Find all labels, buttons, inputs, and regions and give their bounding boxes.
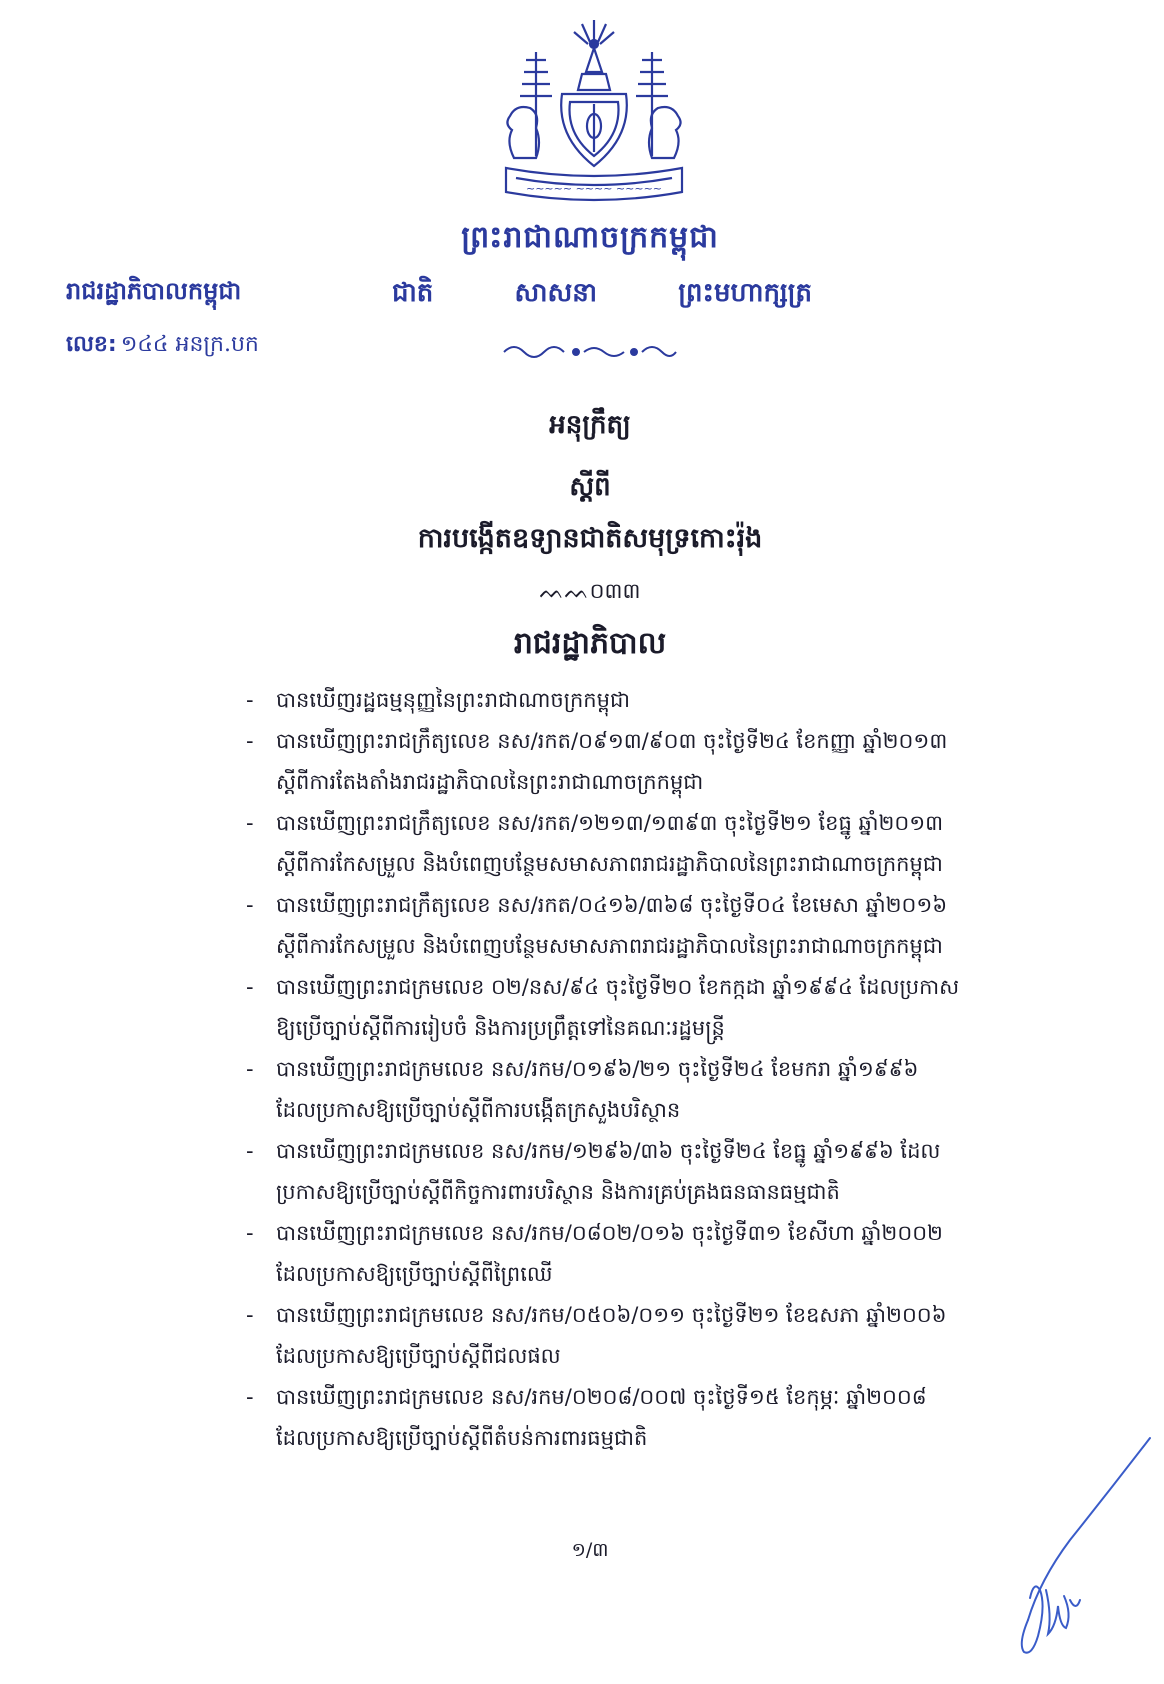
royal-emblem-icon [496, 16, 692, 212]
motto-king: ព្រះមហាក្សត្រ [678, 278, 812, 308]
document-type: អនុក្រឹត្យ [549, 410, 631, 440]
list-item: - បានឃើញព្រះរាជក្រឹត្យលេខ នស/រកត/១២១៣/១៣៩៣ ចុះថ្ងៃទី២១ ខែធ្នូ ឆ្នាំ២០១៣ ស្តីពីការកែសម្រួល និងបំពេញបន្ថែមសមាសភាពរាជរដ្ឋាភិបាលនៃព្រះរាជាណាចក្រកម្ពុជា [246, 811, 944, 876]
list-item: - បានឃើញព្រះរាជក្រឹត្យលេខ នស/រកត/០៩១៣/៩០៣ ចុះថ្ងៃទី២៤ ខែកញ្ញា ឆ្នាំ២០១៣ ស្តីពីការតែងតាំងរាជរដ្ឋាភិបាលនៃព្រះរាជាណាចក្រកម្ពុជា [246, 729, 948, 794]
signature-icon [1000, 1430, 1160, 1660]
ornament-divider-icon [500, 340, 680, 362]
svg-text:~~~~~ ~~~~ ~~~~~: ~~~~~ ~~~~ ~~~~~ [525, 182, 663, 195]
list-item: - បានឃើញរដ្ឋធម្មនុញ្ញនៃព្រះរាជាណាចក្រកម្ពុជា [246, 688, 630, 712]
considerations-list [246, 680, 1026, 1459]
list-item: - បានឃើញព្រះរាជក្រឹត្យលេខ នស/រកត/០៤១៦/៣៦៨ ចុះថ្ងៃទី០៤ ខែមេសា ឆ្នាំ២០១៦ ស្តីពីការកែសម្រួល និងបំពេញបន្ថែមសមាសភាពរាជរដ្ឋាភិបាលនៃព្រះរាជាណាចក្រកម្ពុជា [246, 893, 948, 958]
government-name: រាជរដ្ឋាភិបាលកម្ពុជា [66, 277, 242, 305]
list-item: - បានឃើញព្រះរាជក្រមលេខ នស/រកម/០២០៨/០០៧ ចុះថ្ងៃទី១៥ ខែកុម្ភៈ ឆ្នាំ២០០៨ ដែលប្រកាសឱ្យប្រើច្បាប់ស្តីពីតំបន់ការពារធម្មជាតិ [246, 1385, 927, 1450]
page-number: ១/៣ [571, 1539, 609, 1561]
issuer-title: រាជរដ្ឋាភិបាល [513, 626, 667, 661]
motto-nation: ជាតិ [392, 278, 434, 308]
document-code: ᨓᨓ០៣៣ [539, 579, 641, 603]
list-item: - បានឃើញព្រះរាជក្រមលេខ នស/រកម/០៨០២/០១៦ ចុះថ្ងៃទី៣១ ខែសីហា ឆ្នាំ២០០២ ដែលប្រកាសឱ្យប្រើច្បាប់ស្តីពីព្រៃឈើ [246, 1221, 943, 1286]
list-item: - បានឃើញព្រះរាជក្រមលេខ ០២/នស/៩៤ ចុះថ្ងៃទី២០ ខែកក្កដា ឆ្នាំ១៩៩៤ ដែលប្រកាស ឱ្យប្រើច្បាប់ស្តីពីការរៀបចំ និងការប្រព្រឹត្តទៅនៃគណៈរដ្ឋមន្ត្រី [246, 975, 960, 1040]
list-item: - បានឃើញព្រះរាជក្រមលេខ នស/រកម/០១៩៦/២១ ចុះថ្ងៃទី២៤ ខែមករា ឆ្នាំ១៩៩៦ ដែលប្រកាសឱ្យប្រើច្បាប់ស្តីពីការបង្កើតក្រសួងបរិស្ថាន [246, 1057, 919, 1122]
document-number [66, 330, 259, 362]
list-item: - បានឃើញព្រះរាជក្រមលេខ នស/រកម/១២៩៦/៣៦ ចុះថ្ងៃទី២៤ ខែធ្នូ ឆ្នាំ១៩៩៦ ដែល ប្រកាសឱ្យប្រើច្បាប់ស្តីពីកិច្ចការពារបរិស្ថាន និងការគ្រប់គ្រងធនធានធម្មជាតិ [246, 1139, 941, 1204]
document-subject: ការបង្កើតឧទ្យានជាតិសមុទ្រកោះរ៉ុង [417, 523, 763, 554]
document-about: ស្តីពី [569, 472, 611, 502]
document-number-value: ១៤៤ អនក្រ.បក [120, 332, 259, 357]
document-number-label: លេខ: [66, 332, 117, 357]
national-motto [392, 276, 812, 314]
motto-religion: សាសនា [514, 278, 598, 308]
kingdom-title: ព្រះរាជាណាចក្រកម្ពុជា [461, 220, 719, 255]
list-item: - បានឃើញព្រះរាជក្រមលេខ នស/រកម/០៥០៦/០១១ ចុះថ្ងៃទី២១ ខែឧសភា ឆ្នាំ២០០៦ ដែលប្រកាសឱ្យប្រើច្បាប់ស្តីពីជលផល [246, 1303, 947, 1368]
